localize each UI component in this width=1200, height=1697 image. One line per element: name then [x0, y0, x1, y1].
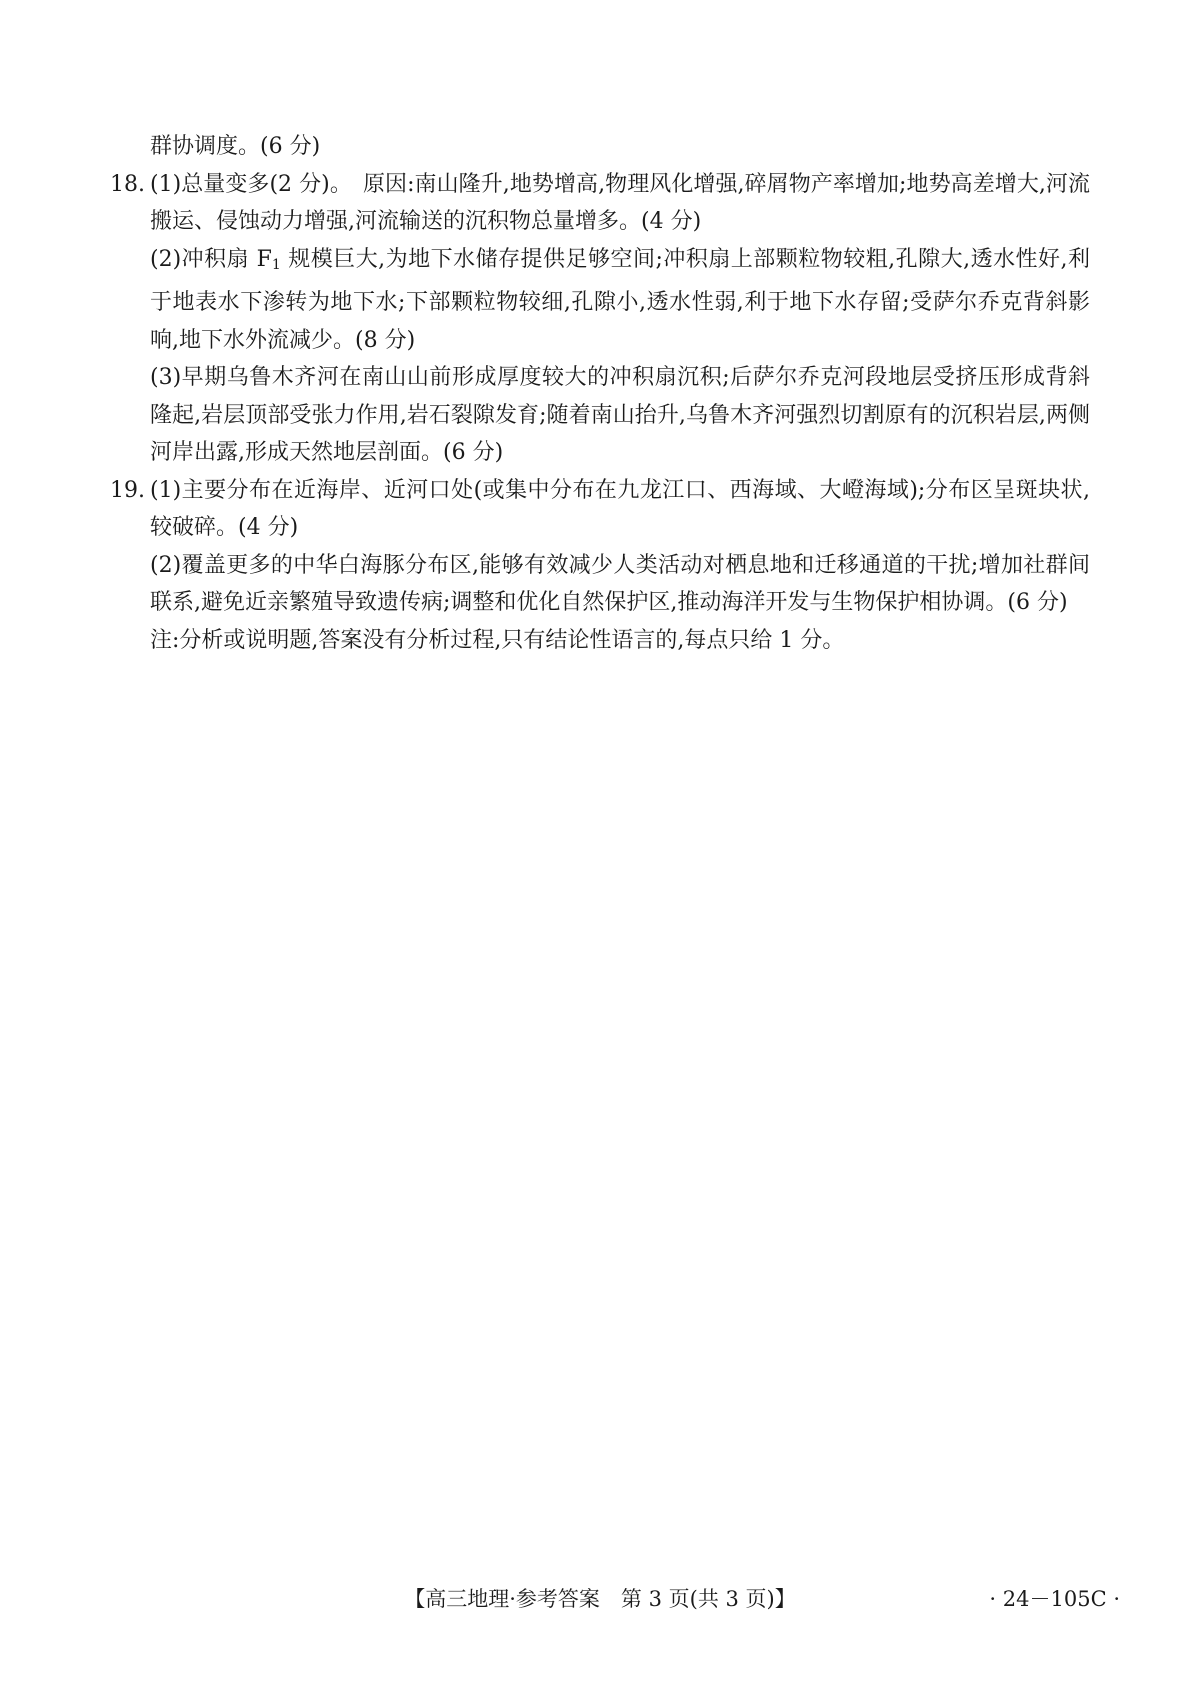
q18-part1-text: (1)总量变多(2 分)。 原因:南山隆升,地势增高,物理风化增强,碎屑物产率增加;地势高差增大,河流搬运、侵蚀动力增强,河流输送的沉积物总量增多。(4 分): [150, 171, 1090, 234]
q18-part1: [110, 166, 1090, 241]
q19-part1: [110, 472, 1090, 547]
footer-paper-code: · 24－105C ·: [989, 1587, 1120, 1611]
q18-part2-text-a: (2)冲积扇 F: [150, 246, 272, 272]
footer-page-info: 【高三地理·参考答案 第 3 页(共 3 页)】: [404, 1587, 796, 1611]
q19-part1-text: (1)主要分布在近海岸、近河口处(或集中分布在九龙江口、西海域、大嶝海域);分布区呈斑块状,较破碎。(4 分): [150, 477, 1090, 540]
page-footer: [0, 1583, 1200, 1613]
q19-number: 19.: [110, 477, 145, 503]
q18-number: 18.: [110, 171, 145, 197]
q19-part2: (2)覆盖更多的中华白海豚分布区,能够有效减少人类活动对栖息地和迁移通道的干扰;增加社群间联系,避免近亲繁殖导致遗传病;调整和优化自然保护区,推动海洋开发与生物保护相协调。(6 分): [150, 552, 1090, 615]
q18-part2-text-b: 规模巨大,为地下水储存提供足够空间;冲积扇上部颗粒物较粗,孔隙大,透水性好,利于地表水下渗转为地下水;下部颗粒物较细,孔隙小,透水性弱,利于地下水存留;受萨尔乔克背斜影响,地下水外流减少。(8 分): [150, 246, 1090, 353]
q18-part3: (3)早期乌鲁木齐河在南山山前形成厚度较大的冲积扇沉积;后萨尔乔克河段地层受挤压形成背斜隆起,岩层顶部受张力作用,岩石裂隙发育;随着南山抬升,乌鲁木齐河强烈切割原有的沉积岩层,两侧河岸出露,形成天然地层剖面。(6 分): [150, 365, 1090, 465]
scoring-note: 注:分析或说明题,答案没有分析过程,只有结论性语言的,每点只给 1 分。: [150, 627, 845, 653]
answer-content: [110, 128, 1090, 659]
q18-part2: [110, 241, 1090, 360]
q17-continuation: 群协调度。(6 分): [150, 134, 321, 159]
q18-part2-subscript: 1: [271, 256, 281, 273]
